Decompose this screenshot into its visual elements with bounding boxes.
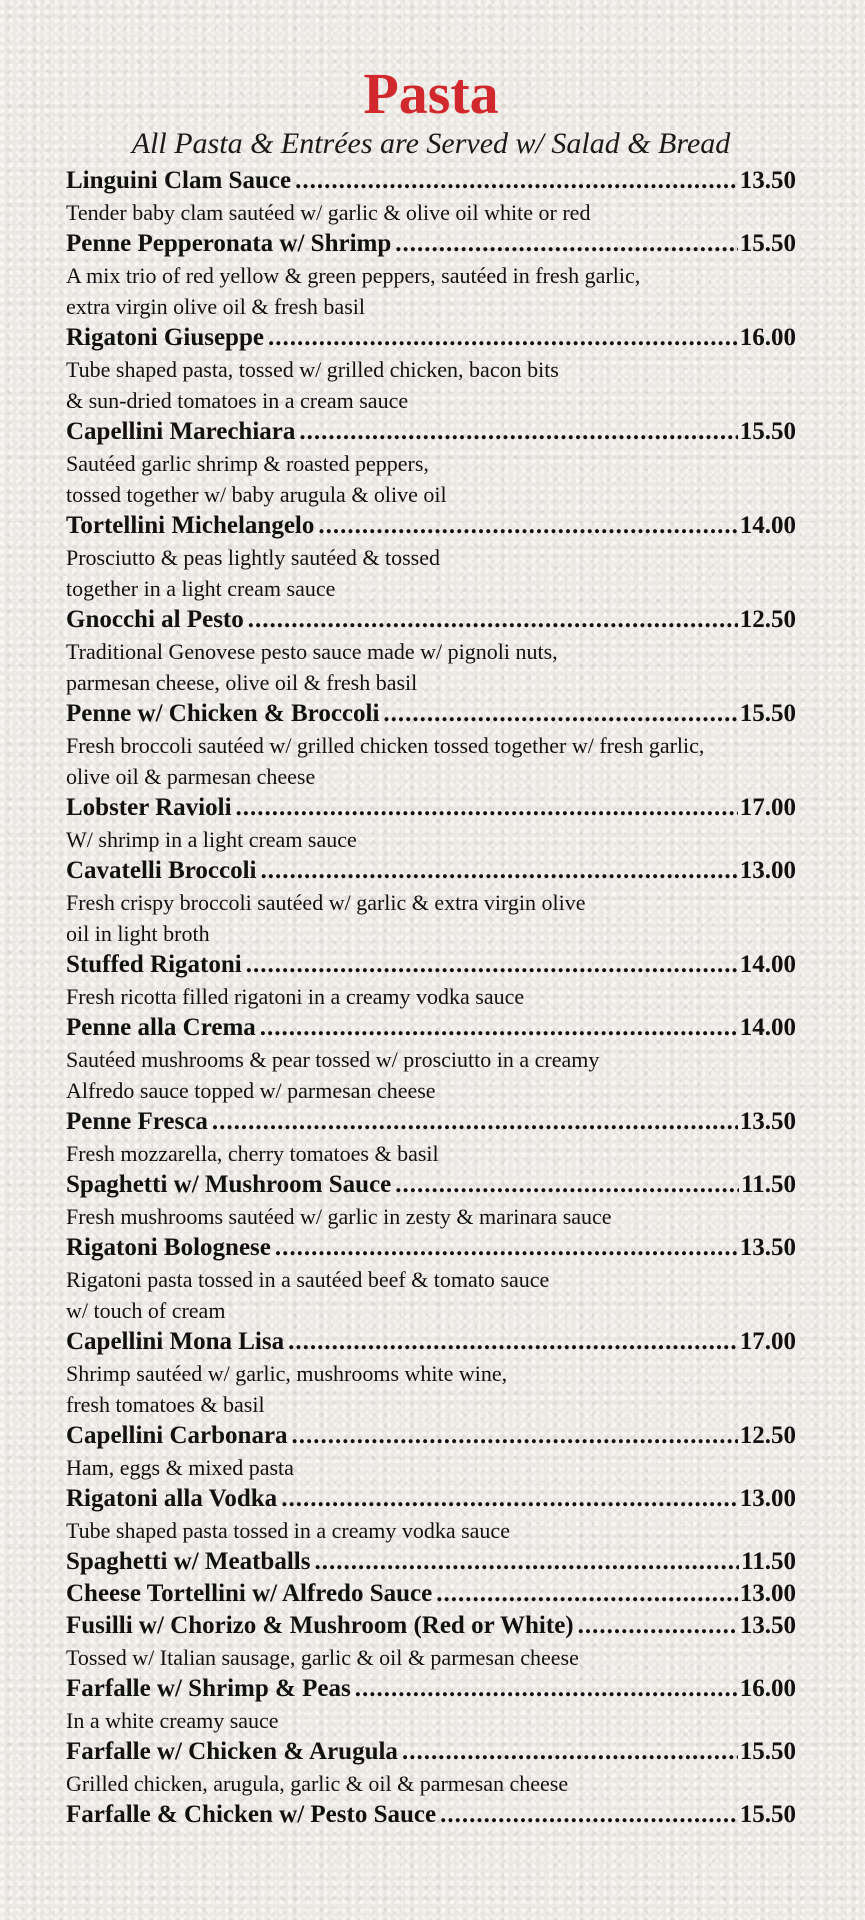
menu-item-price: 13.00 <box>739 857 796 884</box>
dot-leader <box>281 1483 738 1515</box>
dot-leader <box>260 855 737 887</box>
description-line: Rigatoni pasta tossed in a sautéed beef & tomato sauce <box>66 1267 550 1292</box>
dot-leader <box>395 228 738 260</box>
dot-leader <box>440 1799 738 1831</box>
menu-item-name: Capellini Carbonara <box>66 1422 288 1449</box>
description-line: Sautéed garlic shrimp & roasted peppers, <box>66 451 429 476</box>
dot-leader <box>395 1169 739 1201</box>
description-line: tossed together w/ baby arugula & olive oil <box>66 482 447 507</box>
menu-item <box>66 1736 796 1799</box>
dot-leader <box>248 604 738 636</box>
menu-item <box>66 1610 796 1673</box>
menu-item-name: Rigatoni Giuseppe <box>66 324 264 351</box>
dot-leader <box>212 1106 738 1138</box>
menu-item-name: Penne w/ Chicken & Broccoli <box>66 700 380 727</box>
menu-item-name: Capellini Mona Lisa <box>66 1328 285 1355</box>
menu-item-price: 11.50 <box>741 1548 796 1575</box>
menu-item-name: Lobster Ravioli <box>66 794 232 821</box>
description-line: Fresh ricotta filled rigatoni in a creamy vodka sauce <box>66 984 525 1009</box>
menu-item-description <box>66 354 796 416</box>
menu-item-header <box>66 1546 796 1578</box>
menu-item-description <box>66 1358 796 1420</box>
dot-leader <box>292 1420 738 1452</box>
dot-leader <box>268 322 738 354</box>
description-line: oil in light broth <box>66 921 210 946</box>
description-line: Alfredo sauce topped w/ parmesan cheese <box>66 1078 436 1103</box>
description-line: Fresh mushrooms sautéed w/ garlic in zesty & marinara sauce <box>66 1204 612 1229</box>
menu-item <box>66 1578 796 1610</box>
menu-item-header <box>66 510 796 542</box>
menu-item-header <box>66 1736 796 1768</box>
menu-item-price: 17.00 <box>739 1328 796 1355</box>
menu-item-description <box>66 197 796 228</box>
menu-item-name: Spaghetti w/ Meatballs <box>66 1548 311 1575</box>
menu-item-header <box>66 1420 796 1452</box>
dot-leader <box>383 698 737 730</box>
menu-item <box>66 1326 796 1420</box>
menu-item-price: 16.00 <box>739 1675 796 1702</box>
menu-item-description <box>66 1642 796 1673</box>
menu-item-name: Linguini Clam Sauce <box>66 167 292 194</box>
dot-leader <box>578 1610 738 1642</box>
menu-item-description <box>66 1138 796 1169</box>
menu-item-description <box>66 730 796 792</box>
menu-item-name: Rigatoni alla Vodka <box>66 1485 278 1512</box>
description-line: Traditional Genovese pesto sauce made w/ pignoli nuts, <box>66 639 558 664</box>
menu-item-price: 13.50 <box>739 167 796 194</box>
menu-item <box>66 1169 796 1232</box>
description-line: In a white creamy sauce <box>66 1708 279 1733</box>
menu-item-header <box>66 1578 796 1610</box>
menu-item-header <box>66 949 796 981</box>
menu-item-name: Spaghetti w/ Mushroom Sauce <box>66 1171 392 1198</box>
menu-item-price: 12.50 <box>739 1422 796 1449</box>
menu-item <box>66 510 796 604</box>
menu-item-name: Farfalle & Chicken w/ Pesto Sauce <box>66 1801 437 1828</box>
description-line: parmesan cheese, olive oil & fresh basil <box>66 670 418 695</box>
description-line: W/ shrimp in a light cream sauce <box>66 827 357 852</box>
menu-item-price: 15.50 <box>739 1801 796 1828</box>
menu-item-name: Fusilli w/ Chorizo & Mushroom (Red or White) <box>66 1612 574 1639</box>
description-line: Tossed w/ Italian sausage, garlic & oil & parmesan cheese <box>66 1645 579 1670</box>
dot-leader <box>260 1012 738 1044</box>
description-line: fresh tomatoes & basil <box>66 1392 265 1417</box>
menu-item <box>66 949 796 1012</box>
menu-item-name: Farfalle w/ Shrimp & Peas <box>66 1675 351 1702</box>
menu-item-header <box>66 1106 796 1138</box>
description-line: Tube shaped pasta tossed in a creamy vodka sauce <box>66 1518 510 1543</box>
menu-item-name: Cavatelli Broccoli <box>66 857 257 884</box>
menu-item-header <box>66 1799 796 1831</box>
menu-item <box>66 1483 796 1546</box>
menu-item-description <box>66 1044 796 1106</box>
dot-leader <box>436 1578 738 1610</box>
menu-item-header <box>66 1232 796 1264</box>
description-line: Grilled chicken, arugula, garlic & oil & parmesan cheese <box>66 1771 569 1796</box>
description-line: extra virgin olive oil & fresh basil <box>66 294 365 319</box>
menu-item-header <box>66 165 796 197</box>
dot-leader <box>402 1736 738 1768</box>
menu-item-price: 17.00 <box>739 794 796 821</box>
description-line: Prosciutto & peas lightly sautéed & tossed <box>66 545 440 570</box>
dot-leader <box>355 1673 738 1705</box>
menu-item-name: Gnocchi al Pesto <box>66 606 244 633</box>
description-line: Fresh mozzarella, cherry tomatoes & basil <box>66 1141 439 1166</box>
menu-item <box>66 698 796 792</box>
menu-item-price: 13.50 <box>739 1234 796 1261</box>
menu-item-description <box>66 981 796 1012</box>
menu-item-name: Tortellini Michelangelo <box>66 512 315 539</box>
menu-item-price: 15.50 <box>739 1738 796 1765</box>
dot-leader <box>288 1326 738 1358</box>
description-line: Tender baby clam sautéed w/ garlic & olive oil white or red <box>66 200 591 225</box>
menu-item-description <box>66 1201 796 1232</box>
menu-item <box>66 1106 796 1169</box>
menu-subtitle: All Pasta & Entrées are Served w/ Salad & Bread <box>131 127 731 160</box>
dot-leader <box>246 949 738 981</box>
menu-item-description <box>66 824 796 855</box>
menu-item-description <box>66 1264 796 1326</box>
menu-item-name: Rigatoni Bolognese <box>66 1234 271 1261</box>
menu-item-header <box>66 322 796 354</box>
menu-item-list <box>66 165 796 1831</box>
menu-item-price: 12.50 <box>739 606 796 633</box>
menu-item-header <box>66 1169 796 1201</box>
menu-item-name: Penne alla Crema <box>66 1014 256 1041</box>
menu-item-name: Capellini Marechiara <box>66 418 296 445</box>
menu-item-price: 14.00 <box>739 951 796 978</box>
menu-item <box>66 322 796 416</box>
dot-leader <box>275 1232 738 1264</box>
dot-leader <box>236 792 738 824</box>
menu-item-name: Cheese Tortellini w/ Alfredo Sauce <box>66 1580 433 1607</box>
menu-item-name: Penne Pepperonata w/ Shrimp <box>66 230 392 257</box>
menu-item-price: 13.50 <box>739 1612 796 1639</box>
menu-title: Pasta <box>363 61 499 126</box>
menu-item-price: 15.50 <box>739 418 796 445</box>
description-line: Fresh broccoli sautéed w/ grilled chicken tossed together w/ fresh garlic, <box>66 733 705 758</box>
dot-leader <box>314 1546 739 1578</box>
description-line: A mix trio of red yellow & green peppers, sautéed in fresh garlic, <box>66 263 641 288</box>
description-line: Sautéed mushrooms & pear tossed w/ prosciutto in a creamy <box>66 1047 600 1072</box>
menu-item-description <box>66 1705 796 1736</box>
menu-item-header <box>66 1483 796 1515</box>
menu-item-header <box>66 698 796 730</box>
menu-item-name: Farfalle w/ Chicken & Arugula <box>66 1738 398 1765</box>
menu-item-name: Stuffed Rigatoni <box>66 951 242 978</box>
description-line: olive oil & parmesan cheese <box>66 764 316 789</box>
menu-item <box>66 604 796 698</box>
menu-item-description <box>66 1452 796 1483</box>
menu-item <box>66 1012 796 1106</box>
menu-item-description <box>66 1515 796 1546</box>
description-line: Fresh crispy broccoli sautéed w/ garlic & extra virgin olive <box>66 890 586 915</box>
menu-item-description <box>66 887 796 949</box>
description-line: Ham, eggs & mixed pasta <box>66 1455 294 1480</box>
description-line: together in a light cream sauce <box>66 576 336 601</box>
menu-item-description <box>66 448 796 510</box>
menu-item-header <box>66 855 796 887</box>
menu-item-description <box>66 636 796 698</box>
menu-item <box>66 792 796 855</box>
menu-item <box>66 1420 796 1483</box>
menu-item-price: 13.00 <box>739 1485 796 1512</box>
menu-item-header <box>66 416 796 448</box>
description-line: & sun-dried tomatoes in a cream sauce <box>66 388 409 413</box>
menu-item <box>66 416 796 510</box>
menu-item-price: 15.50 <box>739 700 796 727</box>
menu-item-header <box>66 604 796 636</box>
menu-item <box>66 165 796 228</box>
dot-leader <box>295 165 738 197</box>
dot-leader <box>318 510 737 542</box>
menu-item-header <box>66 1673 796 1705</box>
description-line: w/ touch of cream <box>66 1298 226 1323</box>
menu-item <box>66 228 796 322</box>
menu-item-price: 15.50 <box>739 230 796 257</box>
dot-leader <box>299 416 737 448</box>
description-line: Shrimp sautéed w/ garlic, mushrooms white wine, <box>66 1361 508 1386</box>
menu-item <box>66 1546 796 1578</box>
menu-item-header <box>66 228 796 260</box>
menu-item-price: 13.50 <box>739 1108 796 1135</box>
menu-item-header <box>66 792 796 824</box>
menu-item-description <box>66 1768 796 1799</box>
menu-item-price: 11.50 <box>741 1171 796 1198</box>
menu-item-header <box>66 1012 796 1044</box>
menu-item-description <box>66 542 796 604</box>
menu-item-price: 14.00 <box>739 1014 796 1041</box>
menu-item-name: Penne Fresca <box>66 1108 208 1135</box>
menu-item <box>66 1673 796 1736</box>
menu-page <box>66 62 796 1831</box>
menu-item-description <box>66 260 796 322</box>
menu-item <box>66 1232 796 1326</box>
menu-item-price: 14.00 <box>739 512 796 539</box>
menu-item-header <box>66 1610 796 1642</box>
menu-item <box>66 1799 796 1831</box>
description-line: Tube shaped pasta, tossed w/ grilled chicken, bacon bits <box>66 357 559 382</box>
menu-item-price: 16.00 <box>739 324 796 351</box>
menu-item-price: 13.00 <box>739 1580 796 1607</box>
menu-item-header <box>66 1326 796 1358</box>
menu-item <box>66 855 796 949</box>
